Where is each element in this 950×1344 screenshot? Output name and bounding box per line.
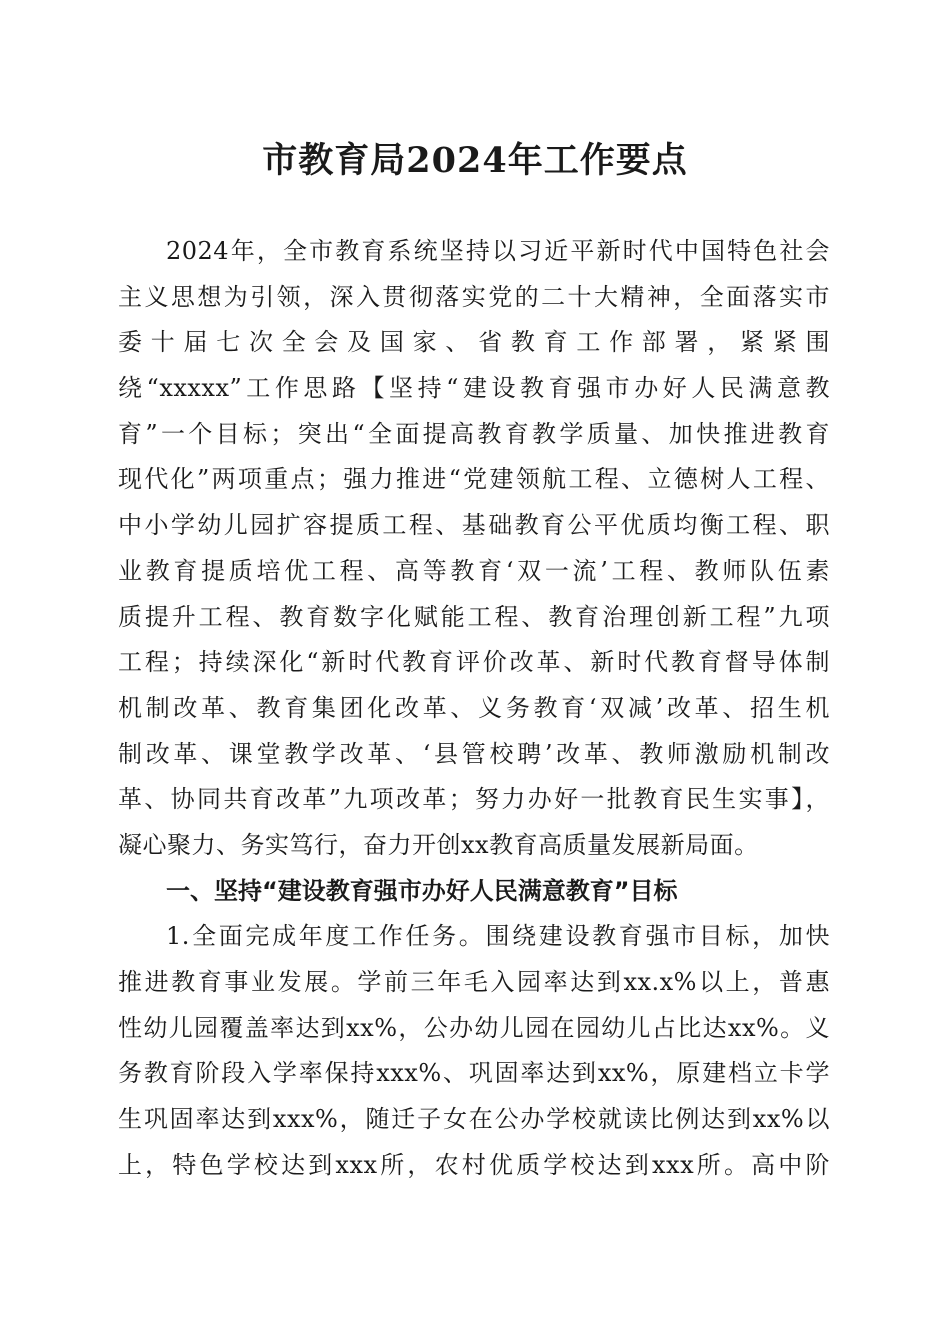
- body-line: 性幼儿园覆盖率达到xx%，公办幼儿园在园幼儿占比达xx%。义: [118, 1013, 830, 1042]
- body-line: 主义思想为引领，深入贯彻落实党的二十大精神，全面落实市: [118, 282, 830, 311]
- body-line: 生巩固率达到xxx%，随迁子女在公办学校就读比例达到xx%以: [118, 1105, 830, 1134]
- body-line: 业教育提质培优工程、高等教育‘双一流’工程、教师队伍素: [118, 556, 830, 585]
- body-line: 育”一个目标；突出“全面提高教育教学质量、加快推进教育: [118, 419, 830, 448]
- section-heading: 一、坚持“建设教育强市办好人民满意教育”目标: [166, 876, 678, 905]
- body-line: 制改革、课堂教学改革、‘县管校聘’改革、教师激励机制改: [118, 739, 830, 768]
- body-line: 委十届七次全会及国家、省教育工作部署，紧紧围: [118, 328, 830, 357]
- body-line: 务教育阶段入学率保持xxx%、巩固率达到xx%，原建档立卡学: [118, 1059, 830, 1088]
- body-line: 中小学幼儿园扩容提质工程、基础教育公平优质均衡工程、职: [118, 511, 830, 540]
- body-line: 凝心聚力、务实笃行，奋力开创xx教育高质量发展新局面。: [118, 830, 759, 859]
- body-line: 上，特色学校达到xxx所，农村优质学校达到xxx所。高中阶: [118, 1150, 830, 1179]
- body-line: 绕“xxxxx”工作思路【坚持“建设教育强市办好人民满意教: [118, 374, 830, 403]
- body-line: 2024年，全市教育系统坚持以习近平新时代中国特色社会: [166, 237, 830, 265]
- body-line: 机制改革、教育集团化改革、义务教育‘双减’改革、招生机: [118, 693, 830, 722]
- body-line: 现代化”两项重点；强力推进“党建领航工程、立德树人工程、: [118, 465, 830, 494]
- page-title: 市教育局2024年工作要点: [262, 140, 688, 181]
- body-line: 质提升工程、教育数字化赋能工程、教育治理创新工程”九项: [118, 602, 830, 631]
- document-body: [118, 229, 830, 1188]
- body-line: 1.全面完成年度工作任务。围绕建设教育强市目标，加快: [166, 922, 830, 951]
- body-line: 工程；持续深化“新时代教育评价改革、新时代教育督导体制: [118, 648, 830, 677]
- body-line: 推进教育事业发展。学前三年毛入园率达到xx.x%以上，普惠: [118, 968, 830, 996]
- body-line: 革、协同共育改革”九项改革；努力办好一批教育民生实事】，: [118, 785, 830, 814]
